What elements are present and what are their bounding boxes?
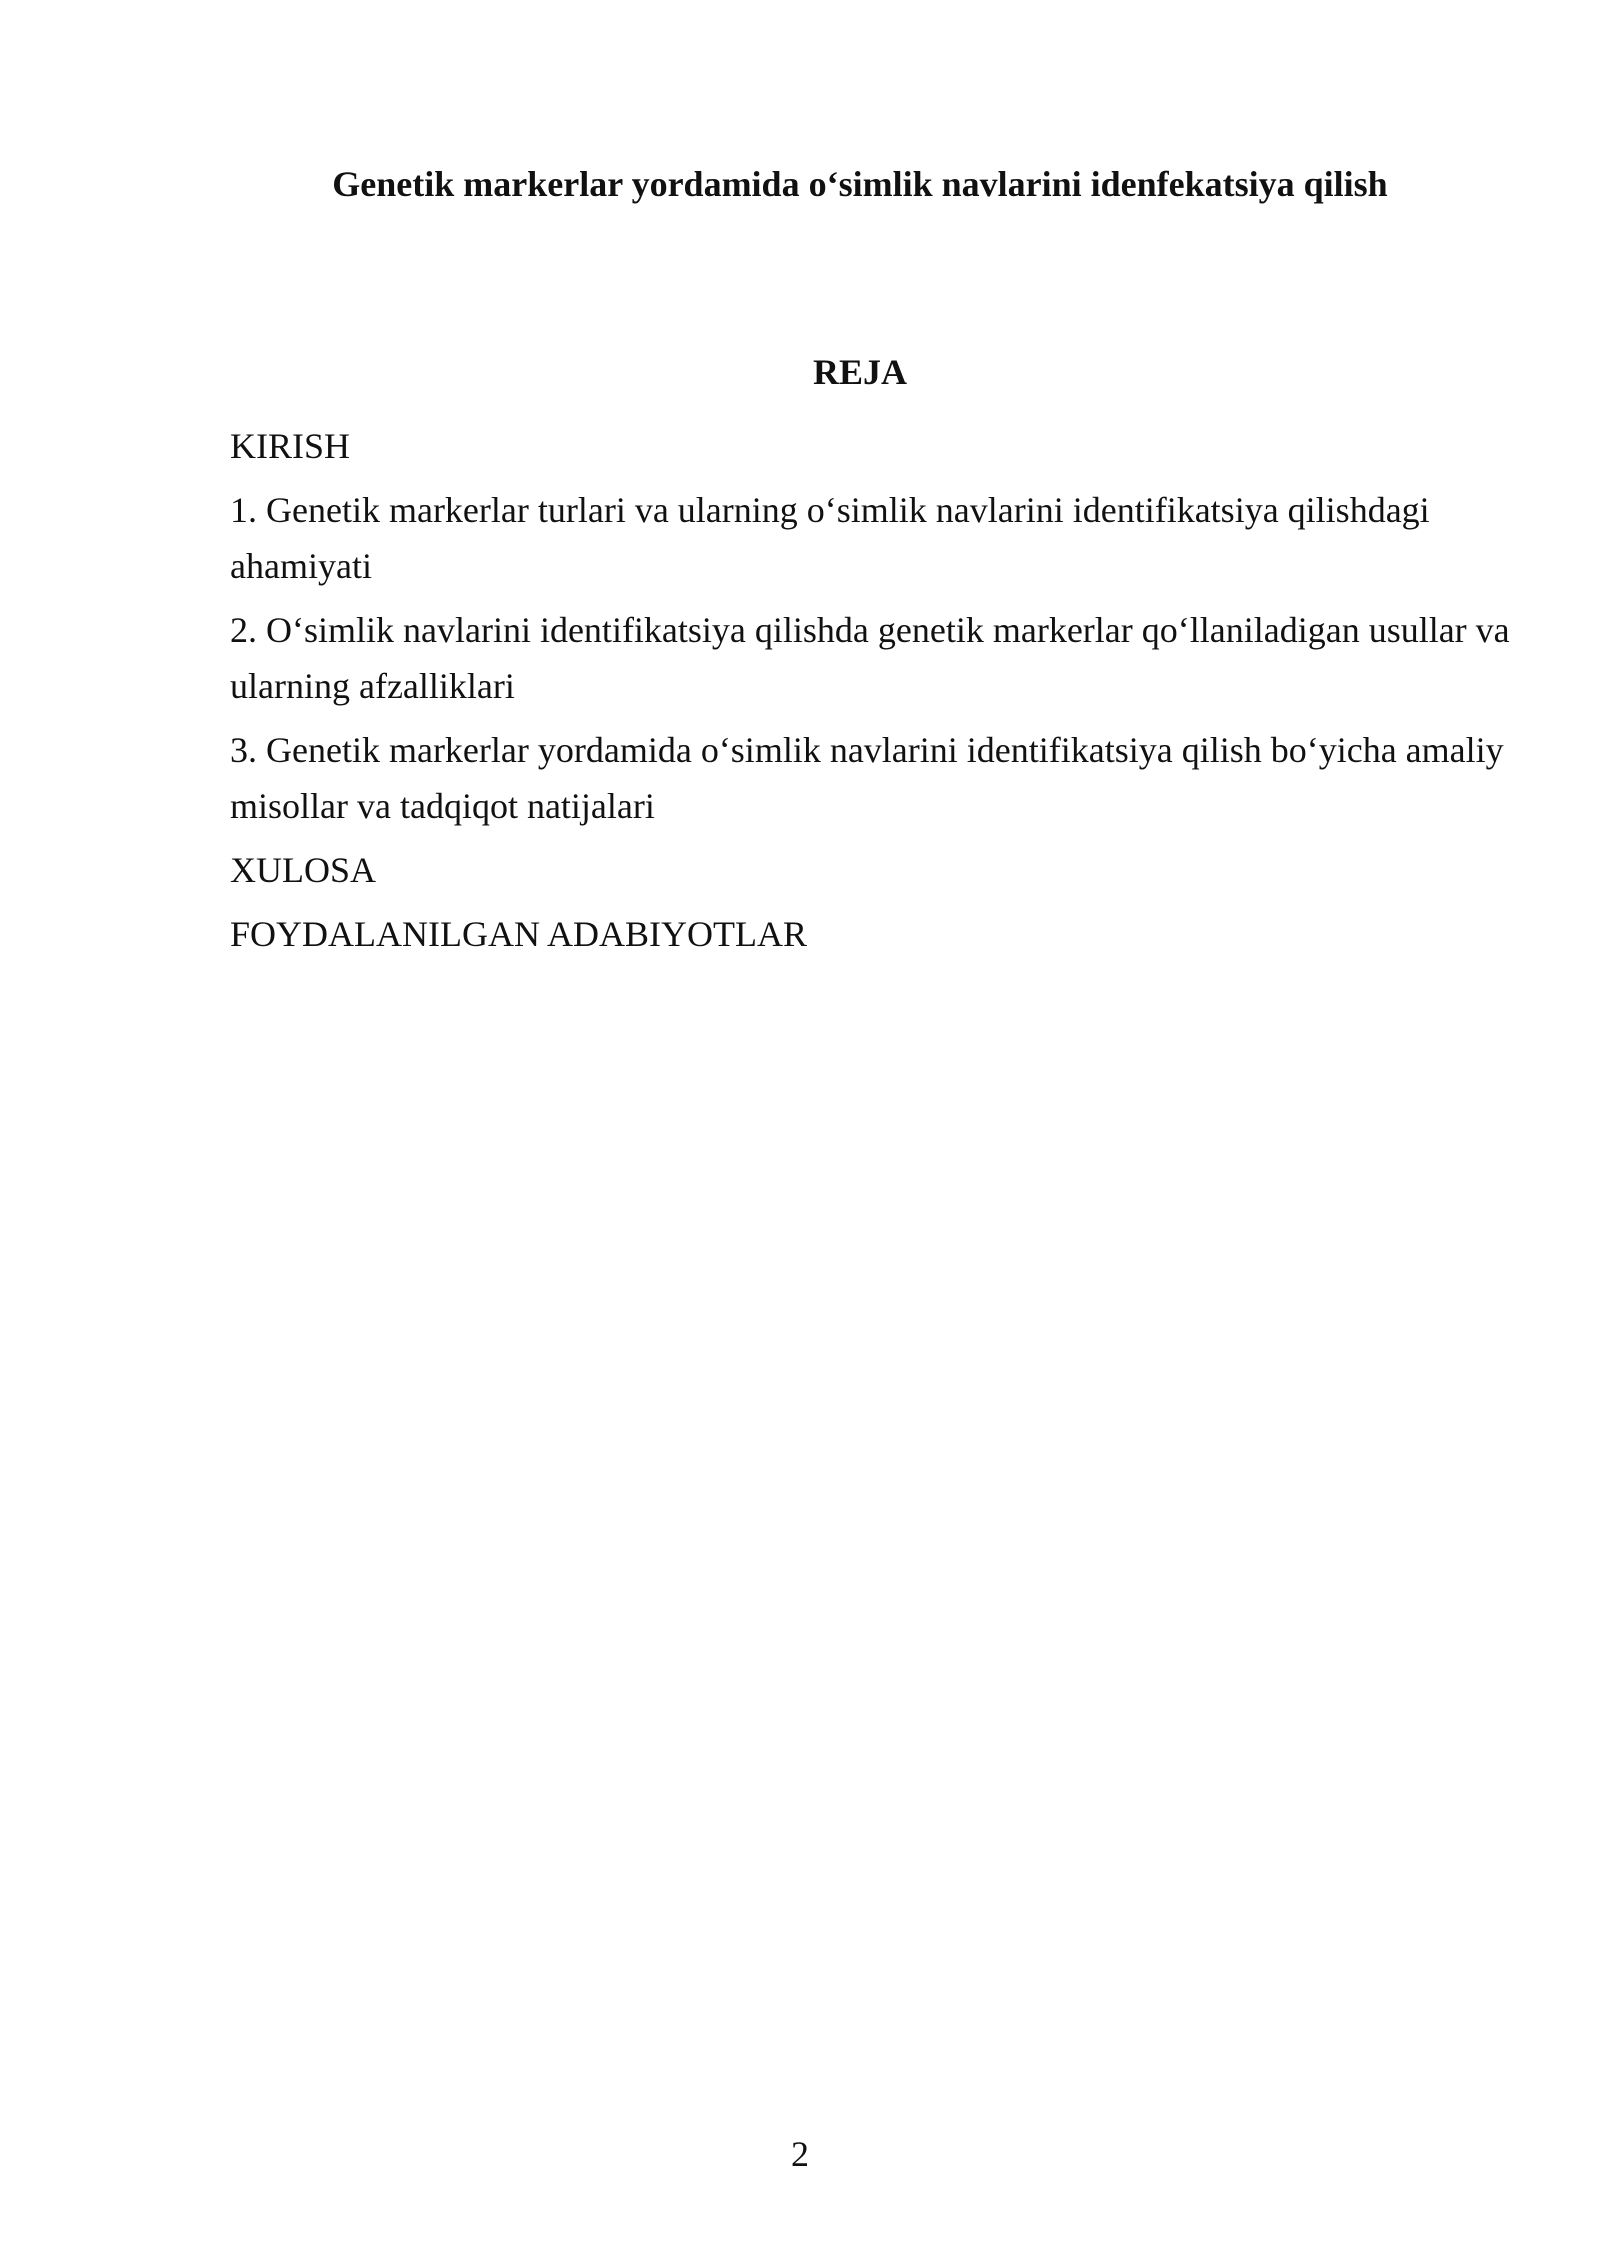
plan-item-references: FOYDALANILGAN ADABIYOTLAR xyxy=(230,914,807,954)
plan-list xyxy=(230,418,1510,970)
plan-item-1: 1. Genetik markerlar turlari va ularning o‘simlik navlarini identifikatsiya qilishdagi ahamiyati xyxy=(230,490,1430,586)
plan-heading: REJA xyxy=(812,352,907,392)
page-number: 2 xyxy=(791,2134,809,2174)
plan-item-conclusion: XULOSA xyxy=(230,850,377,890)
plan-item-2: 2. O‘simlik navlarini identifikatsiya qilishda genetik markerlar qo‘llaniladigan usullar va ularning afzalliklari xyxy=(230,610,1510,706)
document-title: Genetik markerlar yordamida o‘simlik navlarini idenfekatsiya qilish xyxy=(332,164,1388,204)
plan-item-introduction: KIRISH xyxy=(230,426,351,466)
plan-item-3: 3. Genetik markerlar yordamida o‘simlik navlarini identifikatsiya qilish bo‘yicha amaliy misollar va tadqiqot natijalari xyxy=(230,730,1504,826)
